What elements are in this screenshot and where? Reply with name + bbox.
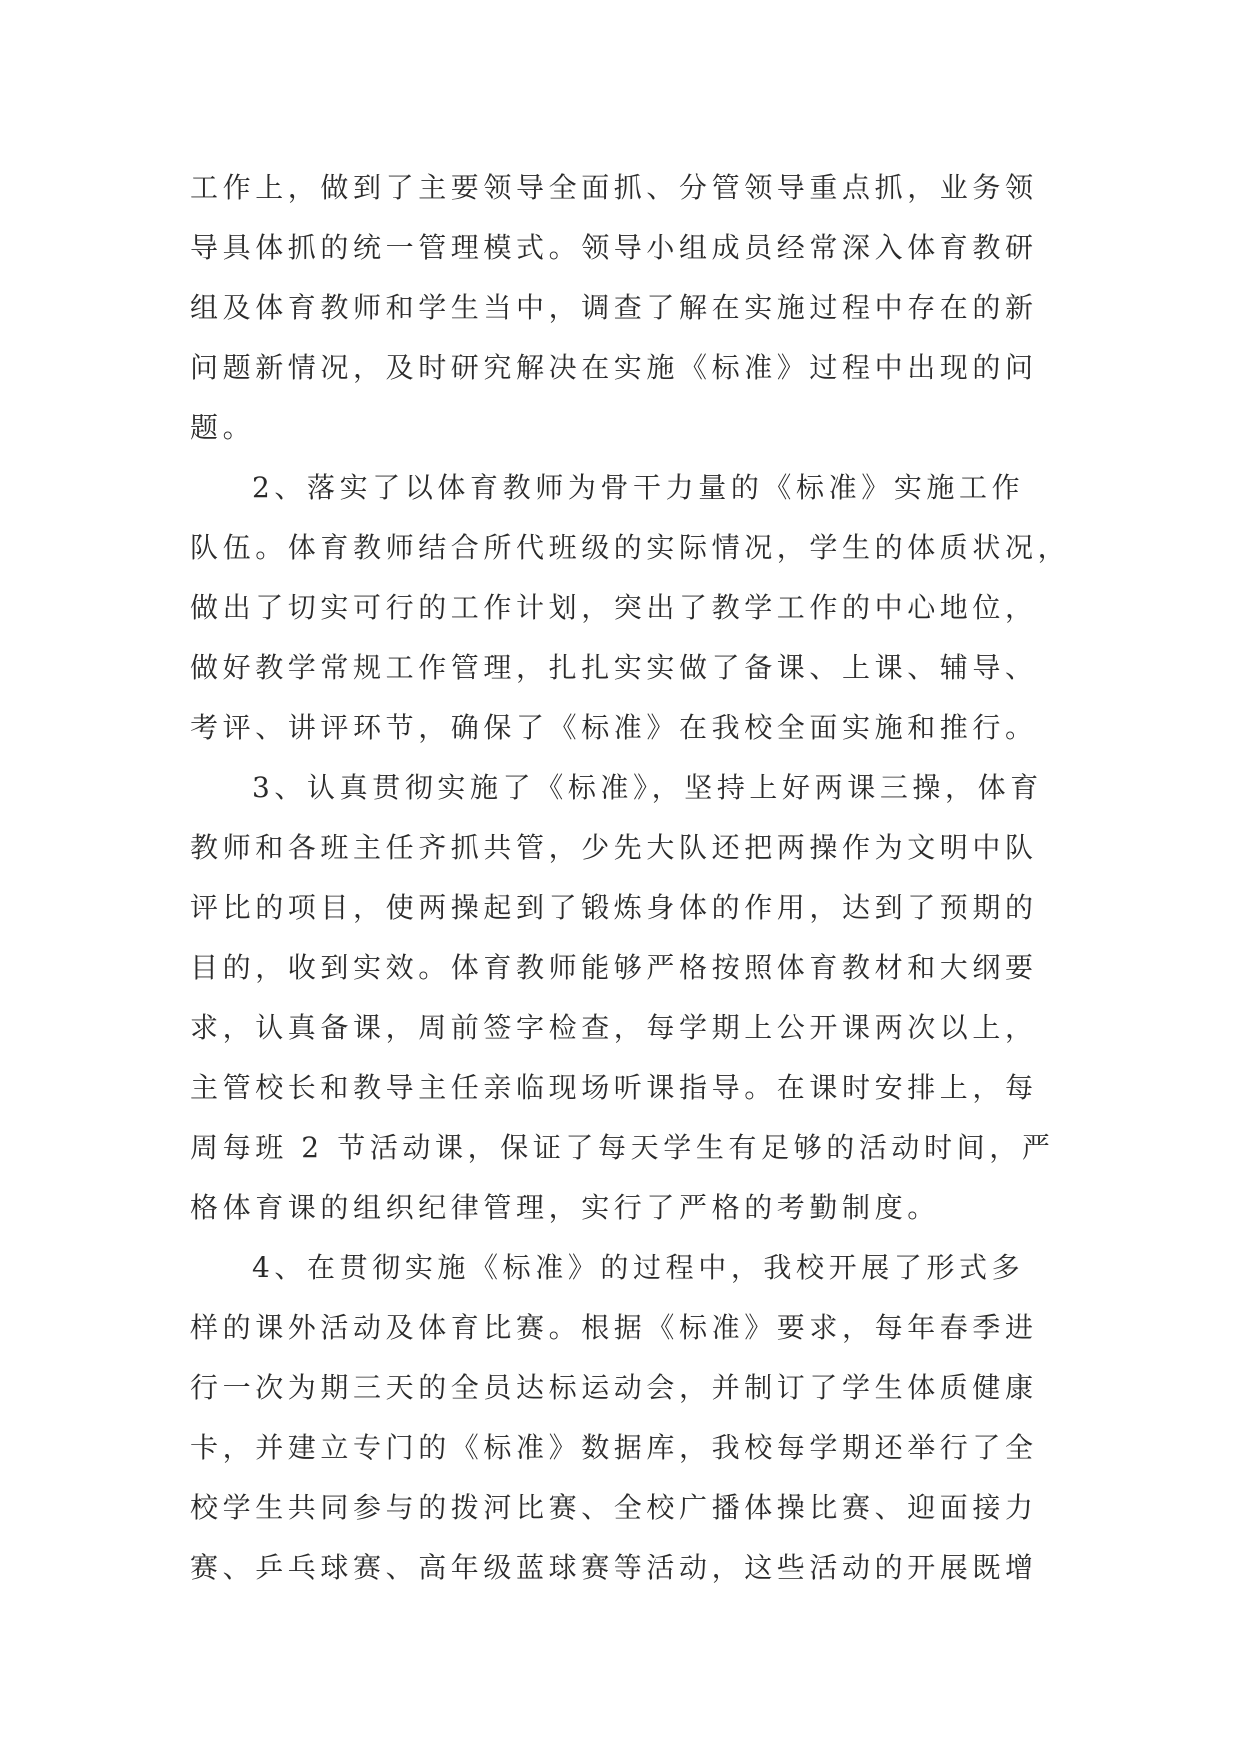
- text-line: 样的课外活动及体育比赛。根据《标准》要求，每年春季进: [190, 1311, 1038, 1344]
- text-line: 行一次为期三天的全员达标运动会，并制订了学生体质健康: [190, 1371, 1038, 1404]
- text-line: 考评、讲评环节，确保了《标准》在我校全面实施和推行。: [190, 711, 1038, 744]
- paragraph-4: [190, 1238, 1080, 1598]
- text-line: 周每班 2 节活动课，保证了每天学生有足够的活动时间，严: [190, 1131, 1055, 1164]
- document-body: [190, 158, 1080, 1598]
- text-line: 教师和各班主任齐抓共管，少先大队还把两操作为文明中队: [190, 831, 1038, 864]
- text-line: 求，认真备课，周前签字检查，每学期上公开课两次以上，: [190, 1011, 1038, 1044]
- text-line: 格体育课的组织纪律管理，实行了严格的考勤制度。: [190, 1191, 940, 1224]
- text-line: 做出了切实可行的工作计划，突出了教学工作的中心地位，: [190, 591, 1038, 624]
- text-line: 校学生共同参与的拨河比赛、全校广播体操比赛、迎面接力: [190, 1491, 1038, 1524]
- text-line: 队伍。体育教师结合所代班级的实际情况，学生的体质状况，: [190, 531, 1071, 564]
- paragraph-2: [190, 458, 1080, 758]
- text-line: 4、在贯彻实施《标准》的过程中，我校开展了形式多: [252, 1251, 1025, 1284]
- text-line: 2、落实了以体育教师为骨干力量的《标准》实施工作: [252, 471, 1025, 504]
- text-line: 赛、乒乓球赛、高年级蓝球赛等活动，这些活动的开展既增: [190, 1551, 1038, 1584]
- text-line: 问题新情况，及时研究解决在实施《标准》过程中出现的问: [190, 351, 1038, 384]
- text-line: 目的，收到实效。体育教师能够严格按照体育教材和大纲要: [190, 951, 1038, 984]
- text-line: 主管校长和教导主任亲临现场听课指导。在课时安排上，每: [190, 1071, 1038, 1104]
- text-line: 做好教学常规工作管理，扎扎实实做了备课、上课、辅导、: [190, 651, 1038, 684]
- text-line: 评比的项目，使两操起到了锻炼身体的作用，达到了预期的: [190, 891, 1038, 924]
- text-line: 组及体育教师和学生当中，调查了解在实施过程中存在的新: [190, 291, 1038, 324]
- text-line: 3、认真贯彻实施了《标准》，坚持上好两课三操，体育: [252, 771, 1043, 804]
- text-line: 卡，并建立专门的《标准》数据库，我校每学期还举行了全: [190, 1431, 1038, 1464]
- text-line: 题。: [190, 411, 256, 444]
- paragraph-1: [190, 158, 1080, 458]
- text-line: 工作上，做到了主要领导全面抓、分管领导重点抓，业务领: [190, 171, 1038, 204]
- paragraph-3: [190, 758, 1080, 1238]
- text-line: 导具体抓的统一管理模式。领导小组成员经常深入体育教研: [190, 231, 1038, 264]
